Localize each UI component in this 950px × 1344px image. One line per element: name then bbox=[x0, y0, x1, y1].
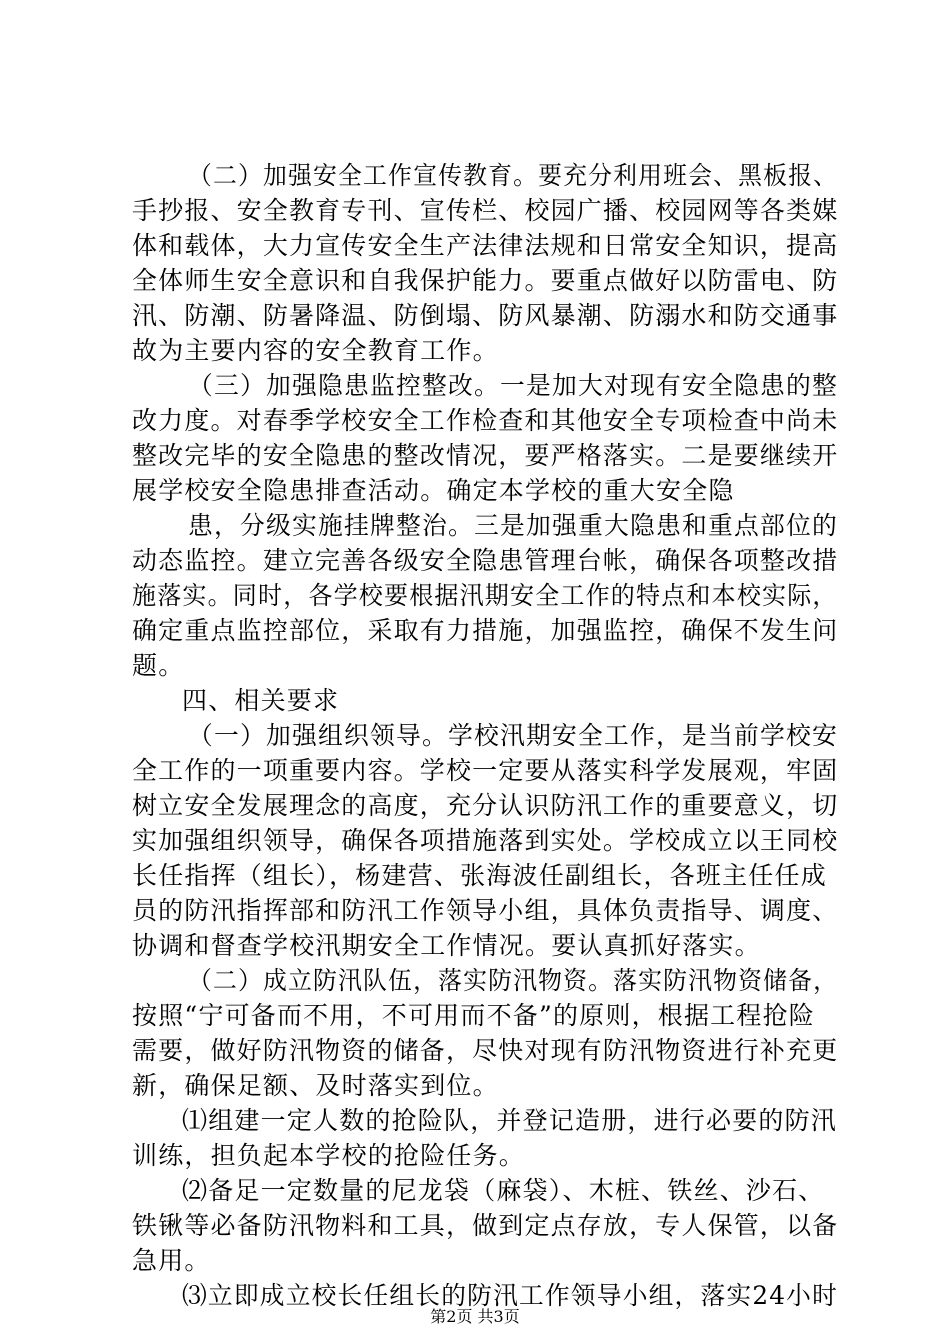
text-line: 展学校安全隐患排查活动。确定本学校的重大安全隐 bbox=[132, 476, 735, 505]
text-line: （二）加强安全工作宣传教育。要充分利用班会、黑板报、 bbox=[188, 161, 839, 190]
text-line: 整改完毕的安全隐患的整改情况，要严格落实。二是要继续开 bbox=[132, 441, 839, 470]
text-line: 全工作的一项重要内容。学校一定要从落实科学发展观，牢固 bbox=[132, 756, 839, 785]
text-line: 需要，做好防汛物资的储备，尽快对现有防汛物资进行补充更 bbox=[132, 1036, 839, 1065]
text-line: 全体师生安全意识和自我保护能力。要重点做好以防雷电、防 bbox=[132, 266, 839, 295]
text-line: 汛、防潮、防暑降温、防倒塌、防风暴潮、防溺水和防交通事 bbox=[132, 301, 839, 330]
list-item: ⑴组建一定人数的抢险队，并登记造册，进行必要的防汛 bbox=[182, 1106, 838, 1135]
text-line: 题。 bbox=[132, 651, 185, 680]
text-line: 按照“宁可备而不用，不可用而不备”的原则，根据工程抢险 bbox=[132, 1001, 815, 1030]
text-line: 实加强组织领导，确保各项措施落到实处。学校成立以王同校 bbox=[132, 826, 839, 855]
text-line: 动态监控。建立完善各级安全隐患管理台帐，确保各项整改措 bbox=[132, 546, 839, 575]
text-line: 施落实。同时，各学校要根据汛期安全工作的特点和本校实际， bbox=[132, 581, 838, 610]
text-line: 改力度。对春季学校安全工作检查和其他安全专项检查中尚未 bbox=[132, 406, 839, 435]
list-item: ⑶立即成立校长任组长的防汛工作领导小组，落实24小时 bbox=[182, 1281, 839, 1310]
text-line: 训练，担负起本学校的抢险任务。 bbox=[132, 1141, 526, 1170]
text-line: 树立安全发展理念的高度，充分认识防汛工作的重要意义，切 bbox=[132, 791, 839, 820]
text-line: 急用。 bbox=[132, 1246, 211, 1275]
text-line: 新，确保足额、及时落实到位。 bbox=[132, 1071, 499, 1100]
text-line: 故为主要内容的安全教育工作。 bbox=[132, 336, 499, 365]
text-line: 确定重点监控部位，采取有力措施，加强监控，确保不发生问 bbox=[132, 616, 839, 645]
text-line: 协调和督查学校汛期安全工作情况。要认真抓好落实。 bbox=[132, 931, 761, 960]
text-line: 体和载体，大力宣传安全生产法律法规和日常安全知识，提高 bbox=[132, 231, 839, 260]
text-line: 员的防汛指挥部和防汛工作领导小组，具体负责指导、调度、 bbox=[132, 896, 839, 925]
text-line: 患，分级实施挂牌整治。三是加强重大隐患和重点部位的 bbox=[188, 511, 839, 540]
list-item: ⑵备足一定数量的尼龙袋（麻袋）、木桩、铁丝、沙石、 bbox=[182, 1176, 825, 1205]
page-footer bbox=[0, 1306, 950, 1328]
page-number: 第2页 共3页 bbox=[430, 1307, 520, 1326]
text-line: 铁锹等必备防汛物料和工具，做到定点存放，专人保管，以备 bbox=[132, 1211, 839, 1240]
section-heading: 四、相关要求 bbox=[182, 686, 340, 715]
text-line: （一）加强组织领导。学校汛期安全工作，是当前学校安 bbox=[188, 721, 839, 750]
text-line: 长任指挥（组长），杨建营、张海波任副组长，各班主任任成 bbox=[132, 861, 827, 890]
text-line: （三）加强隐患监控整改。一是加大对现有安全隐患的整 bbox=[188, 371, 839, 400]
text-line: （二）成立防汛队伍，落实防汛物资。落实防汛物资储备， bbox=[188, 966, 839, 995]
text-line: 手抄报、安全教育专刊、宣传栏、校园广播、校园网等各类媒 bbox=[132, 196, 839, 225]
